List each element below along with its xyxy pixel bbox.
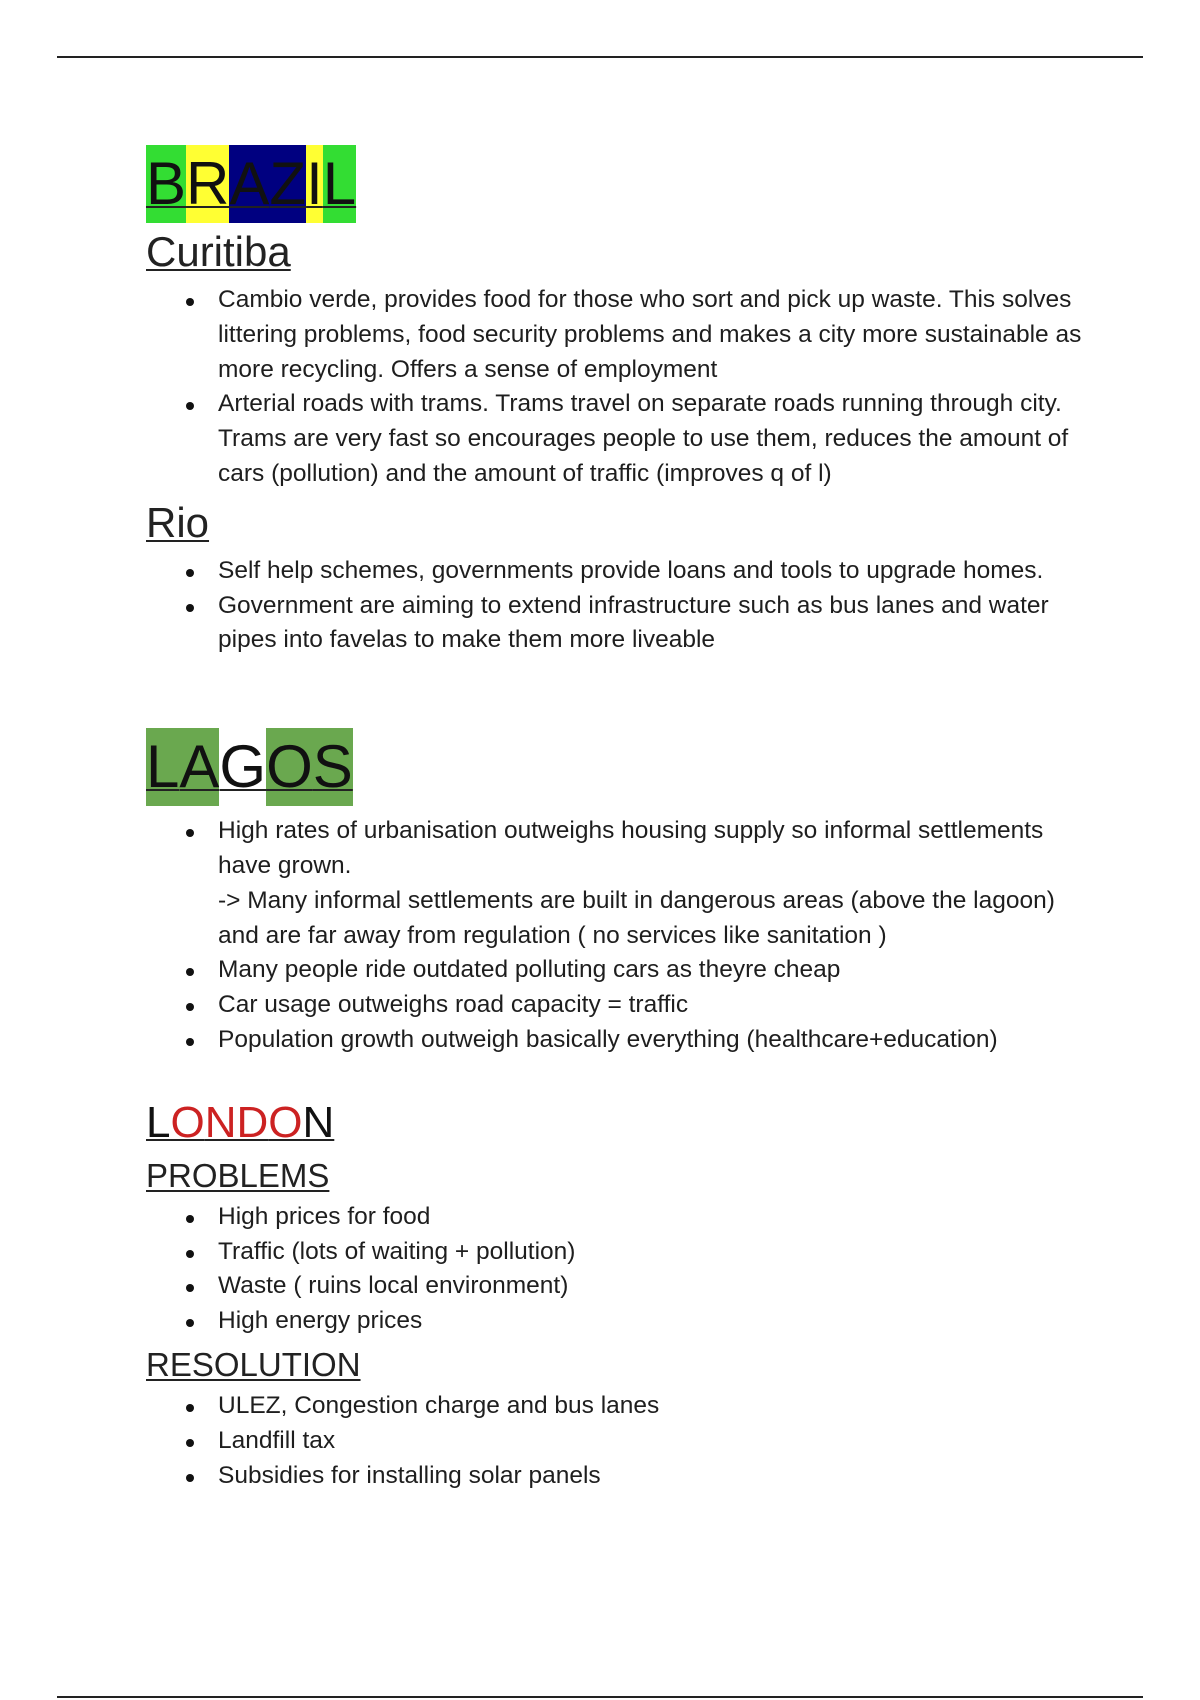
title-letter: R [186, 145, 229, 223]
list-item: Landfill tax [146, 1424, 1086, 1459]
list-item-text: High rates of urbanisation outweighs housing supply so informal settlements have grown. [218, 817, 1044, 879]
problems-heading: PROBLEMS [146, 1156, 330, 1194]
list-item: Many people ride outdated polluting cars as theyre cheap [146, 953, 1086, 988]
list-item: Car usage outweighs road capacity = traffic [146, 988, 1086, 1023]
lagos-title [146, 728, 353, 806]
list-item: High prices for food [146, 1200, 1086, 1235]
curitiba-list [146, 283, 1086, 492]
list-item: High energy prices [146, 1304, 1086, 1339]
rio-heading: Rio [146, 498, 210, 546]
title-letter: S [313, 728, 353, 806]
curitiba-heading: Curitiba [146, 228, 291, 275]
title-letter: D [236, 1097, 269, 1147]
brazil-title [146, 145, 356, 223]
title-letter: G [219, 728, 266, 806]
list-item [146, 814, 1086, 953]
title-letter: O [266, 728, 313, 806]
lagos-list [146, 814, 1086, 1058]
title-letter: A [179, 728, 219, 806]
title-letter: L [146, 1097, 171, 1147]
list-item: Subsidies for installing solar panels [146, 1459, 1086, 1494]
list-item-continuation: -> Many informal settlements are built in dangerous areas (above the lagoon) and are far away from regulation ( no services like sanitation ) [218, 886, 1055, 949]
bottom-rule [57, 1696, 1143, 1698]
title-letter: O [268, 1097, 303, 1147]
title-letter: O [170, 1097, 205, 1147]
list-item: Government are aiming to extend infrastructure such as bus lanes and water pipes into favelas to make them more liveable [146, 589, 1086, 659]
resolution-list [146, 1389, 1086, 1493]
resolution-heading: RESOLUTION [146, 1345, 361, 1383]
rio-list [146, 554, 1086, 658]
title-letter: I [306, 145, 323, 223]
list-item: Arterial roads with trams. Trams travel on separate roads running through city. Trams are very fast so encourages people to use them, reduces the amount of cars (pollution) and the amount of traffic (improves q of l) [146, 387, 1086, 491]
title-letter: N [204, 1097, 237, 1147]
list-item: Waste ( ruins local environment) [146, 1269, 1086, 1304]
title-letter: L [323, 145, 356, 223]
title-letter: A [229, 145, 269, 223]
document-body [146, 145, 1086, 1493]
title-letter: N [302, 1097, 335, 1147]
list-item: Traffic (lots of waiting + pollution) [146, 1235, 1086, 1270]
problems-list [146, 1200, 1086, 1339]
title-letter: B [146, 145, 186, 223]
title-letter: Z [269, 145, 306, 223]
top-rule [57, 56, 1143, 58]
london-title [146, 1096, 334, 1150]
list-item: ULEZ, Congestion charge and bus lanes [146, 1389, 1086, 1424]
list-item: Cambio verde, provides food for those who sort and pick up waste. This solves littering problems, food security problems and makes a city more sustainable as more recycling. Offers a sense of employment [146, 283, 1086, 387]
list-item: Self help schemes, governments provide loans and tools to upgrade homes. [146, 554, 1086, 589]
title-letter: L [146, 728, 179, 806]
list-item: Population growth outweigh basically everything (healthcare+education) [146, 1023, 1086, 1058]
